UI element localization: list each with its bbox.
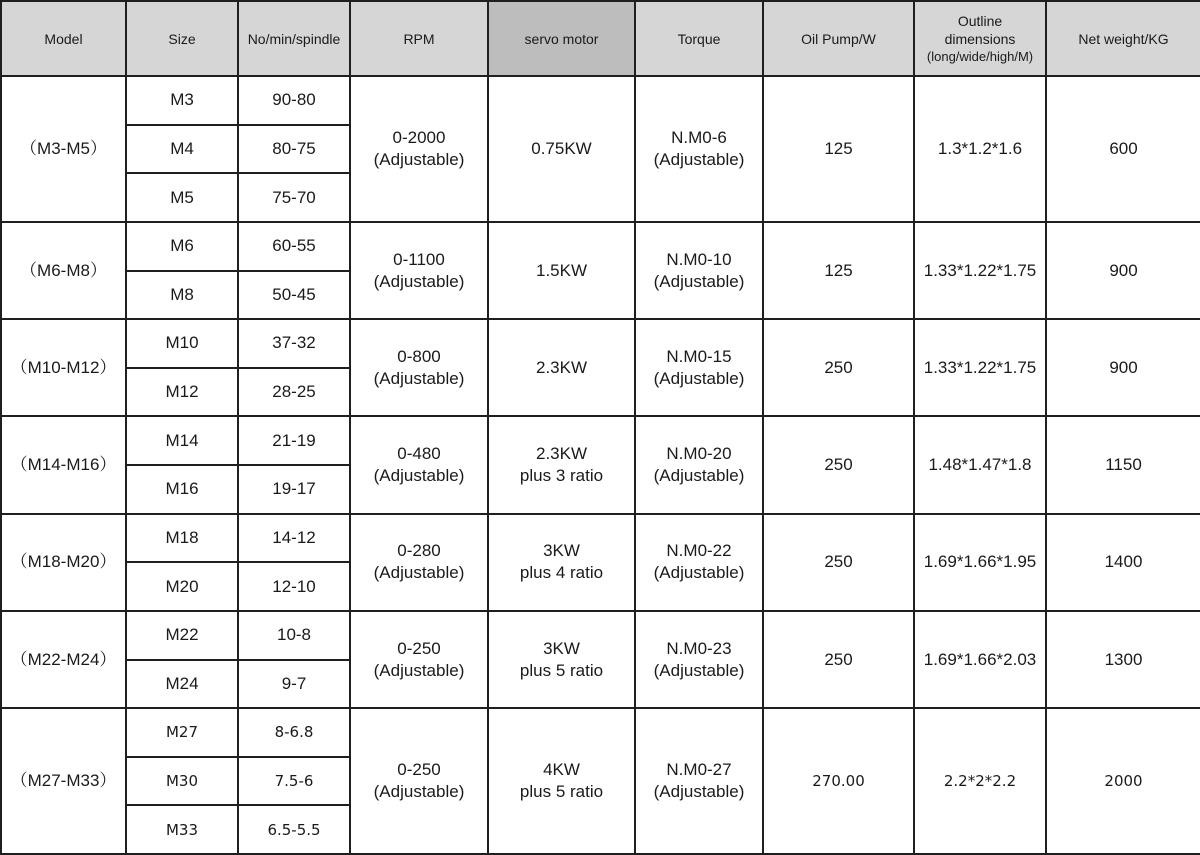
motor-ratio: plus 3 ratio [519,466,604,485]
motor-ratio: plus 5 ratio [519,782,604,802]
torque-note: (Adjustable) [653,271,745,291]
size-cell: M24 [126,660,238,709]
torque-value: N.M0-23 [666,638,732,658]
dimensions-cell: 1.48*1.47*1.8 [914,416,1046,513]
header-speed: No/min/spindle [238,1,350,76]
size-cell: M18 [126,514,238,563]
rpm-note: (Adjustable) [373,466,465,485]
torque-cell [635,222,763,319]
torque-cell [635,319,763,416]
rpm-value: 0-2000 [392,127,446,147]
motor-cell [488,319,635,416]
motor-power: 3KW [543,638,580,658]
model-cell: （M3-M5） [1,76,126,222]
weight-cell: 2000 [1046,708,1200,854]
model-cell: （M18-M20） [1,514,126,611]
speed-cell: 21-19 [238,416,350,465]
rpm-note: (Adjustable) [373,368,465,388]
torque-value: N.M0-10 [666,249,732,269]
spec-body [1,76,1200,854]
speed-cell: 90-80 [238,76,350,125]
rpm-cell [350,611,488,708]
model-cell: （M27-M33） [1,708,126,854]
table-row [1,76,1200,125]
torque-note: (Adjustable) [653,149,745,169]
pump-cell: 250 [763,319,914,416]
torque-cell [635,514,763,611]
dimensions-cell: 2.2*2*2.2 [914,708,1046,854]
size-cell: M30 [126,757,238,806]
weight-cell: 1300 [1046,611,1200,708]
speed-cell: 7.5-6 [238,757,350,806]
dimensions-cell: 1.3*1.2*1.6 [914,76,1046,222]
model-cell: （M10-M12） [1,319,126,416]
table-row [1,319,1200,368]
speed-cell: 80-75 [238,125,350,174]
torque-value: N.M0-6 [671,127,727,147]
weight-cell: 900 [1046,319,1200,416]
torque-cell [635,416,763,513]
motor-cell [488,76,635,222]
header-dimensions-line3: (long/wide/high/M) [926,48,1034,64]
torque-value: N.M0-22 [666,541,732,561]
rpm-note: (Adjustable) [373,271,465,291]
rpm-value: 0-1100 [393,249,445,269]
size-cell: M14 [126,416,238,465]
size-cell: M33 [126,805,238,854]
rpm-cell [350,222,488,319]
rpm-value: 0-480 [397,444,441,463]
speed-cell: 10-8 [238,611,350,660]
size-cell: M3 [126,76,238,125]
rpm-cell [350,416,488,513]
model-cell: （M6-M8） [1,222,126,319]
size-cell: M16 [126,465,238,514]
torque-note: (Adjustable) [653,782,745,802]
speed-cell: 9-7 [238,660,350,709]
speed-cell: 28-25 [238,368,350,417]
motor-power: 1.5KW [535,260,588,280]
pump-cell: 270.00 [763,708,914,854]
speed-cell: 60-55 [238,222,350,271]
torque-value: N.M0-15 [666,346,732,366]
rpm-cell [350,76,488,222]
size-cell: M22 [126,611,238,660]
speed-cell: 75-70 [238,173,350,222]
pump-cell: 250 [763,611,914,708]
weight-cell: 600 [1046,76,1200,222]
header-dimensions-line1: Outline [957,12,1003,29]
table-row [1,514,1200,563]
dimensions-cell: 1.33*1.22*1.75 [914,319,1046,416]
rpm-note: (Adjustable) [373,149,465,169]
size-cell: M5 [126,173,238,222]
size-cell: M12 [126,368,238,417]
motor-cell [488,514,635,611]
rpm-value: 0-250 [397,760,441,780]
torque-value: N.M0-27 [666,760,732,780]
rpm-value: 0-280 [397,541,441,561]
torque-value: N.M0-20 [666,444,732,463]
motor-cell [488,416,635,513]
model-cell: （M22-M24） [1,611,126,708]
rpm-note: (Adjustable) [373,563,465,583]
motor-power: 3KW [543,541,580,561]
speed-cell: 6.5-5.5 [238,805,350,854]
speed-cell: 14-12 [238,514,350,563]
header-pump: Oil Pump/W [763,1,914,76]
torque-cell [635,76,763,222]
torque-cell [635,611,763,708]
speed-cell: 50-45 [238,271,350,320]
header-torque: Torque [635,1,763,76]
size-cell: M6 [126,222,238,271]
header-dimensions [914,1,1046,76]
size-cell: M10 [126,319,238,368]
table-row [1,416,1200,465]
header-weight: Net weight/KG [1046,1,1200,76]
motor-power: 2.3KW [535,444,588,463]
model-cell: （M14-M16） [1,416,126,513]
weight-cell: 1400 [1046,514,1200,611]
pump-cell: 250 [763,514,914,611]
torque-note: (Adjustable) [653,368,745,388]
rpm-cell [350,319,488,416]
size-cell: M4 [126,125,238,174]
motor-power: 4KW [543,760,580,780]
speed-cell: 12-10 [238,562,350,611]
dimensions-cell: 1.33*1.22*1.75 [914,222,1046,319]
motor-cell [488,222,635,319]
weight-cell: 1150 [1046,416,1200,513]
table-row [1,611,1200,660]
motor-ratio: plus 5 ratio [519,660,604,680]
motor-cell [488,611,635,708]
header-motor: servo motor [488,1,635,76]
size-cell: M20 [126,562,238,611]
dimensions-cell: 1.69*1.66*2.03 [914,611,1046,708]
torque-note: (Adjustable) [653,466,745,485]
speed-cell: 37-32 [238,319,350,368]
size-cell: M8 [126,271,238,320]
torque-note: (Adjustable) [653,660,745,680]
rpm-note: (Adjustable) [373,660,465,680]
pump-cell: 125 [763,222,914,319]
pump-cell: 125 [763,76,914,222]
pump-cell: 250 [763,416,914,513]
rpm-cell [350,708,488,854]
header-rpm: RPM [350,1,488,76]
header-dimensions-line2: dimensions [944,30,1016,47]
weight-cell: 900 [1046,222,1200,319]
motor-power: 0.75KW [531,138,592,158]
motor-cell [488,708,635,854]
speed-cell: 19-17 [238,465,350,514]
rpm-note: (Adjustable) [373,782,465,802]
size-cell: M27 [126,708,238,757]
rpm-cell [350,514,488,611]
motor-power: 2.3KW [535,357,588,377]
header-model: Model [1,1,126,76]
torque-cell [635,708,763,854]
motor-ratio: plus 4 ratio [519,563,604,583]
rpm-value: 0-250 [397,638,441,658]
torque-note: (Adjustable) [653,563,745,583]
table-row [1,222,1200,271]
dimensions-cell: 1.69*1.66*1.95 [914,514,1046,611]
rpm-value: 0-800 [397,346,441,366]
header-row [1,1,1200,76]
speed-cell: 8-6.8 [238,708,350,757]
header-size: Size [126,1,238,76]
table-row [1,708,1200,757]
